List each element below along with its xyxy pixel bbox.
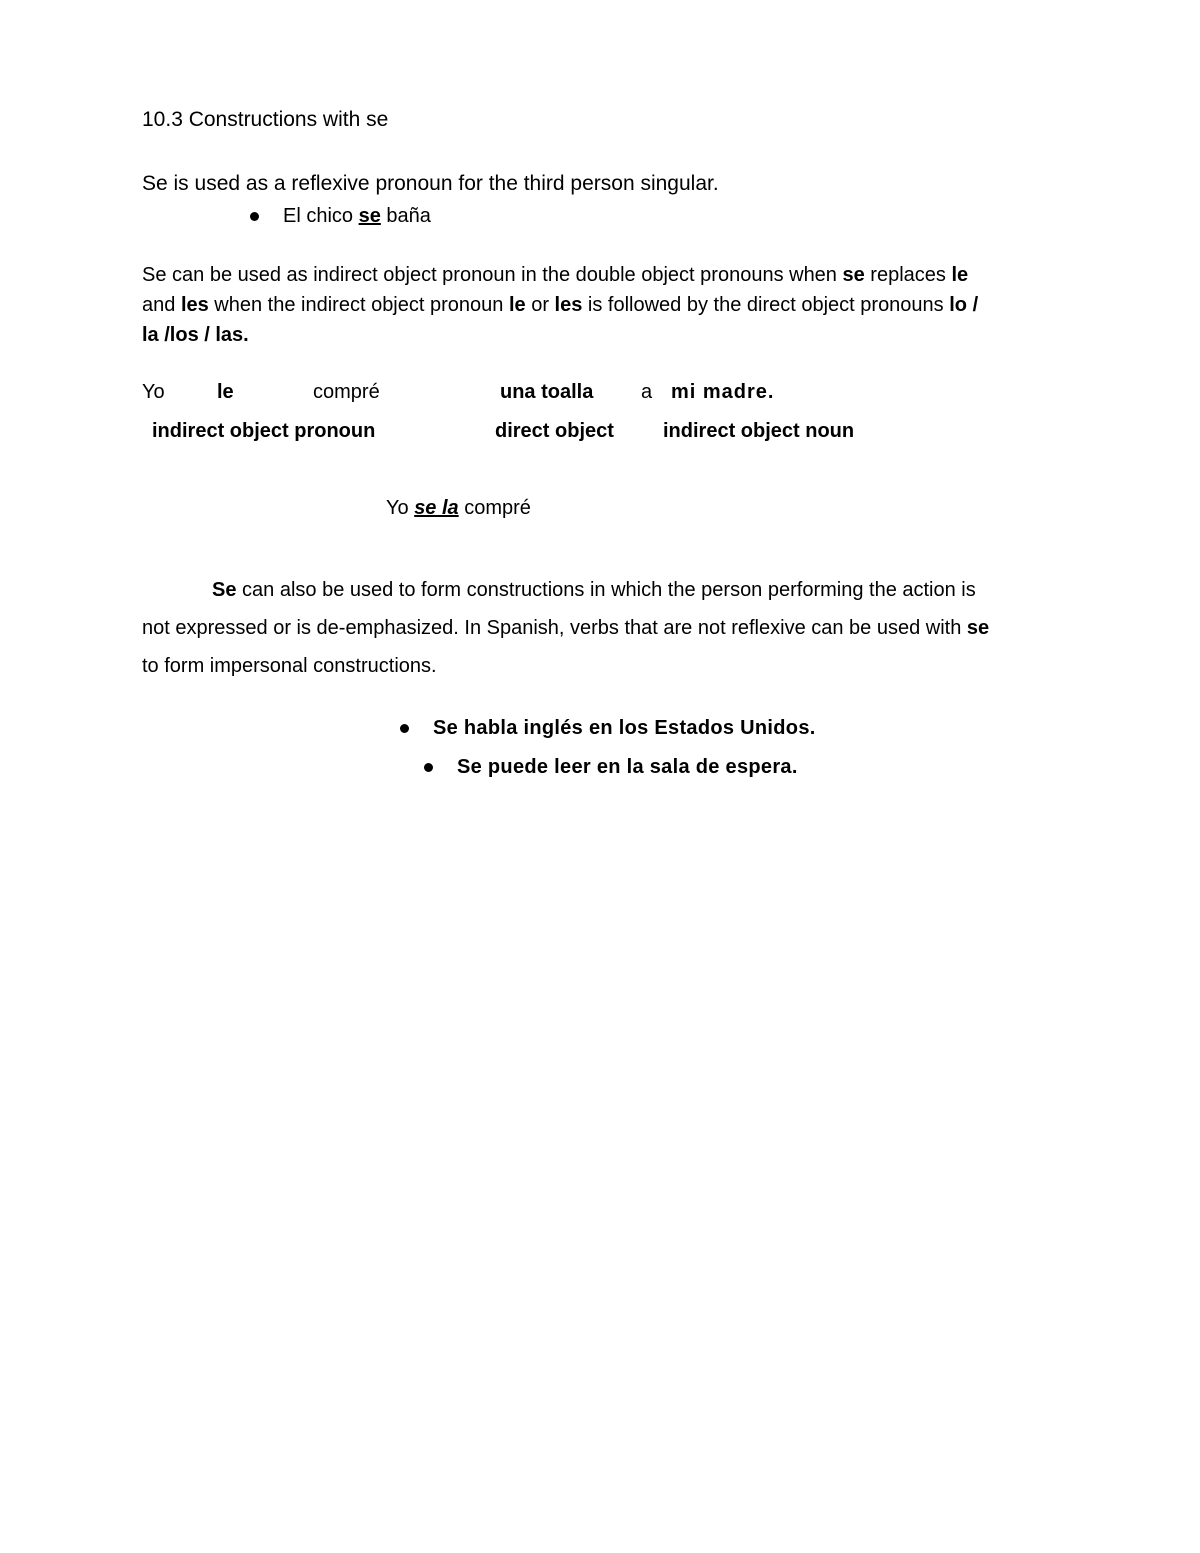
para3-line1: Se can also be used to form constructions in which the person performing the action is xyxy=(212,579,976,601)
label-direct-object: direct object xyxy=(495,420,614,442)
example-impersonal-2: Se puede leer en la sala de espera. xyxy=(457,756,798,778)
sentence-compre: compré xyxy=(313,381,380,403)
para3-line3: to form impersonal constructions. xyxy=(142,655,437,677)
page-title: 10.3 Constructions with se xyxy=(142,108,389,131)
para2-line1: Se can be used as indirect object pronoun in the double object pronouns when se replaces le xyxy=(142,264,969,286)
example-text: El chico xyxy=(283,205,359,227)
intro-text: Se is used as a reflexive pronoun for the third person singular. xyxy=(142,172,719,195)
example-text: baña xyxy=(380,205,431,227)
bullet-icon xyxy=(400,724,409,733)
para3-line2: not expressed or is de-emphasized. In Spanish, verbs that are not reflexive can be used with se xyxy=(142,617,990,639)
example-se-la: Yo se la compré xyxy=(386,497,531,519)
label-indirect-object-pronoun: indirect object pronoun xyxy=(152,420,376,442)
sentence-yo: Yo xyxy=(142,381,165,403)
example-impersonal-1: Se habla inglés en los Estados Unidos. xyxy=(433,717,816,739)
para2-line3: la /los / las. xyxy=(142,324,249,346)
example-reflexive xyxy=(283,205,431,228)
bullet-icon xyxy=(250,212,259,221)
para2-line2: and les when the indirect object pronoun le or les is followed by the direct object pronouns lo / xyxy=(142,294,979,316)
sentence-le: le xyxy=(217,381,234,403)
highlight-se-la: se la xyxy=(414,497,459,519)
sentence-una-toalla: una toalla xyxy=(500,381,594,403)
bullet-icon xyxy=(424,763,433,772)
label-indirect-object-noun: indirect object noun xyxy=(663,420,855,442)
sentence-a: a xyxy=(641,381,653,403)
highlight-se: se xyxy=(358,205,381,227)
sentence-mi-madre: mi madre. xyxy=(671,381,775,403)
